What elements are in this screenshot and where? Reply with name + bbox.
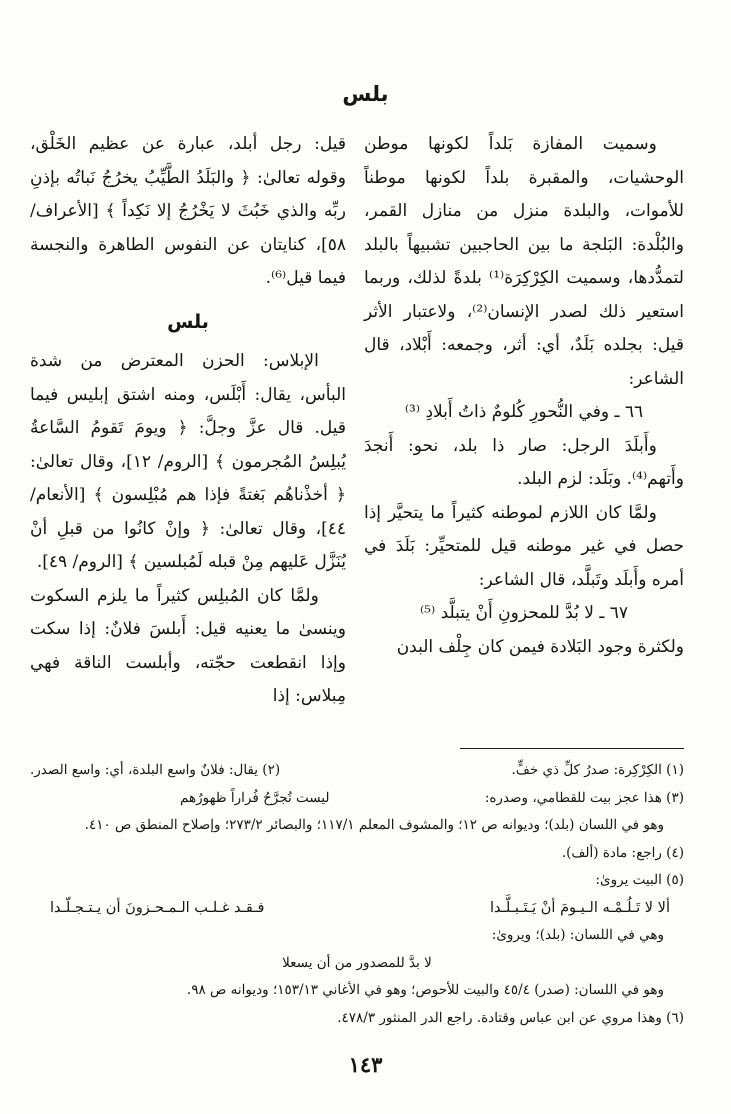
right-paragraph-2: وأَبلَدَ الرجل: صار ذا بلد، نحو: أَنجدَ وأَتهم⁽⁴⁾. وبَلَد: لزم البلد. — [364, 435, 684, 489]
left-column — [30, 128, 346, 714]
footnote-3-verse: ليست تُجرَّحُ فُراراً ظهورُهم — [180, 789, 330, 806]
footnote-1: (١) الكِرْكِرة: صدرُ كلِّ ذي خفٍّ. — [511, 762, 684, 778]
footnote-3-refs: وهو في اللسان (بلد)؛ وديوانه ص ١٢؛ والمشوف المعلم ١١٧/١؛ والبصائر ٢٧٣/٢؛ وإصلاح المنطق ص ٤١٠. — [84, 817, 664, 833]
right-column — [364, 128, 684, 664]
footnote-4: (٤) راجع: مادة (ألف). — [561, 844, 684, 861]
right-paragraph-3: ولمَّا كان اللازم لموطنه كثيراً ما يتحيَّر إذا حصل في غير موطنه قيل للمتحيِّر: بَلَدَ في أمره وأَبلَد وتَبلَّد، قال الشاعر: — [364, 502, 684, 590]
verse-66: ٦٦ ـ وفي النُّحورِ كُلومٌ ذاتُ أَبلادِ ⁽³⁾ — [404, 402, 644, 422]
footnote-5-verse-b: فـقـد غـلـب الـمـحـزونَ أن يـتـجـلّـدا — [50, 899, 265, 916]
page-number: ١٤٣ — [348, 1052, 383, 1077]
footnote-5-verse-a: ألا لا تَـلُـمْـه الـيـومَ أنْ يَـتَـبـلَّـدا — [489, 899, 670, 916]
footnote-5-verse-c: لا بدَّ للمصدور من أن يسعلا — [282, 954, 432, 971]
right-paragraph-1: وسميت المفازة بَلداً لكونها موطن الوحشيات، والمقبرة بلداً لكونها موطناً للأموات، والبلدة منزل من منازل القمر، والبُلْدة: البَلجة ما بين الحاجبين تشبيهاً بالبلد لتمدُّدها، وسميت الكِرْكِرَة⁽¹⁾ بلدةً لذلك، وربما استعير ذلك لصدر الإنسان⁽²⁾، ولاعتبار الأثر قيل: بجلده بَلَدٌ، أي: أثر، وجمعه: أَبْلاد، قال الشاعر: — [364, 134, 684, 389]
footnote-5-also: وهي في اللسان: (بلد)؛ ويروىٰ: — [491, 927, 664, 943]
footnotes — [30, 757, 684, 1032]
footnote-rule — [460, 748, 684, 749]
footnote-2: (٢) يقال: فلانٌ واسع البلدة، أي: واسع الصدر. — [30, 762, 281, 778]
verse-67: ٦٧ ـ لا بُدَّ للمحزونِ أَنْ يتبلَّد ⁽⁵⁾ — [419, 603, 629, 623]
left-paragraph-2: الإبلاس: الحزن المعترض من شدة البأس، يقال: أَبْلَس، ومنه اشتق إبليس فيما قيل. قال عزَّ وجلَّ: ﴿ ويومَ تَقومُ السَّاعةُ يُبلِسُ المُجرمون ﴾ [الروم/ ١٢]، وقال تعالىٰ: ﴿ أخذْناهُم بَغتةً فإذا هم مُبْلِسون ﴾ [الأنعام/ ٤٤]، وقال تعالىٰ: ﴿ وإنْ كانُوا من قبلِ أنْ يُنَزَّل عَليهم مِنْ قبله لَمُبلسين ﴾ [الروم/ ٤٩]. — [30, 351, 347, 572]
footnote-5-intro: (٥) البيت يروىٰ: — [595, 872, 684, 888]
footnote-3-intro: (٣) هذا عجز بيت للقطامي، وصدره: — [484, 789, 684, 806]
footnote-5-refs: وهو في اللسان: (صدر) ٤٥/٤ والبيت للأحوص؛ وهو في الأغاني ١٥٣/١٣؛ وديوانه ص ٩٨. — [186, 982, 664, 998]
footnote-6: (٦) وهذا مروي عن ابن عباس وقتادة. راجع الدر المنثور ٤٧٨/٣. — [337, 1009, 684, 1026]
right-paragraph-4: ولكثرة وجود البَلادة فيمن كان جِلْف البدن — [396, 636, 684, 657]
running-head: بلس — [342, 82, 389, 106]
footnote-row-3 — [30, 785, 684, 813]
left-paragraph-1: قيل: رجل أبلد، عبارة عن عظيم الخَلْق، وقوله تعالىٰ: ﴿ والبَلَدُ الطَّيِّبُ يخرُجُ نَباتُه بإذنِ ربِّه والذي خَبُثَ لا يَخْرُجُ إلا نَكِداً ﴾ [الأعراف/ ٥٨]، كنايتان عن النفوس الطاهرة والنجسة فيما قيل⁽⁶⁾. — [30, 134, 346, 288]
footnote-row-1-2 — [30, 757, 684, 785]
footnote-5-verse-pair — [30, 895, 684, 923]
left-paragraph-3: ولمَّا كان المُبلِس كثيراً ما يلزم السكوت وينسىٰ ما يعنيه قيل: أَبلسَ فلانٌ: إذا سكت وإذا انقطعت حجّته، وأبلست الناقة فهي مِبلاس: إذا — [30, 585, 346, 706]
entry-heading-bls: بلس — [167, 310, 209, 333]
